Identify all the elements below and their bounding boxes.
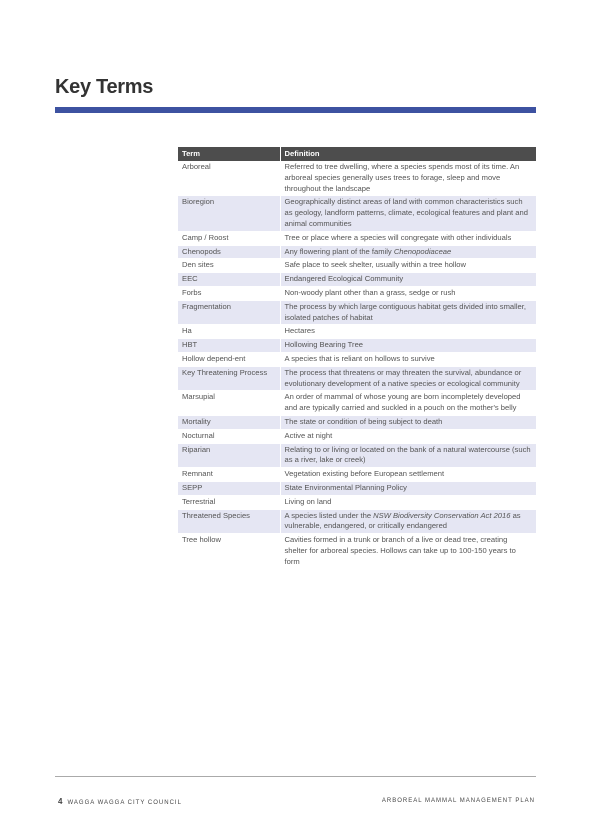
definition-cell: Safe place to seek shelter, usually within a tree hollow — [280, 259, 536, 273]
definition-cell: Non-woody plant other than a grass, sedge or rush — [280, 286, 536, 300]
table-row — [178, 286, 536, 300]
term-cell: Key Threatening Process — [178, 366, 280, 391]
table-row — [178, 429, 536, 443]
term-cell: Remnant — [178, 468, 280, 482]
key-terms-table — [178, 147, 536, 570]
definition-text: A species listed under the — [284, 510, 374, 520]
term-cell: Fragmentation — [178, 300, 280, 325]
definition-cell: Endangered Ecological Community — [280, 273, 536, 287]
table-row — [178, 196, 536, 231]
table-row — [178, 534, 536, 569]
definition-cell: The state or condition of being subject to death — [280, 415, 536, 429]
definition-cell: Cavities formed in a trunk or branch of a live or dead tree, creating shelter for arboreal species. Hollows can take up to 100-150 years to form — [280, 534, 536, 569]
definition-cell: Relating to or living or located on the bank of a natural watercourse (such as a river, lake or creek) — [280, 443, 536, 468]
definition-cell: Hectares — [280, 325, 536, 339]
table-row — [178, 325, 536, 339]
definition-cell — [280, 509, 536, 534]
term-cell: EEC — [178, 273, 280, 287]
definition-italic-text: NSW Biodiversity Conservation Act 2016 — [373, 510, 511, 520]
table-row — [178, 161, 536, 196]
definition-cell: State Environmental Planning Policy — [280, 481, 536, 495]
definition-cell: Tree or place where a species will congregate with other individuals — [280, 231, 536, 245]
definition-cell: Geographically distinct areas of land with common characteristics such as geology, landform patterns, climate, ecological features and plant and animal communities — [280, 196, 536, 231]
term-cell: Hollow depend-ent — [178, 352, 280, 366]
table-row — [178, 509, 536, 534]
definition-cell — [280, 245, 536, 259]
column-header-term: Term — [178, 147, 280, 161]
title-divider — [55, 107, 536, 113]
term-cell: HBT — [178, 339, 280, 353]
table-row — [178, 300, 536, 325]
term-cell: Chenopods — [178, 245, 280, 259]
table-row — [178, 352, 536, 366]
definition-text: as vulnerable, endangered, or critically endangered — [284, 510, 521, 531]
table-row — [178, 443, 536, 468]
table-row — [178, 391, 536, 416]
term-cell: Arboreal — [178, 161, 280, 196]
table-row — [178, 468, 536, 482]
definition-cell: Living on land — [280, 495, 536, 509]
definition-cell: Active at night — [280, 429, 536, 443]
table-row — [178, 481, 536, 495]
term-cell: Forbs — [178, 286, 280, 300]
definition-text: Any flowering plant of the family — [284, 246, 394, 256]
footer-document-title: ARBOREAL MAMMAL MANAGEMENT PLAN — [381, 798, 535, 804]
term-cell: Riparian — [178, 443, 280, 468]
column-header-definition: Definition — [280, 147, 536, 161]
table-header-row — [178, 147, 536, 161]
footer-divider — [55, 776, 536, 777]
definition-italic-text: Chenopodiaceae — [393, 246, 452, 256]
table-body — [178, 161, 536, 569]
term-cell: Bioregion — [178, 196, 280, 231]
table-row — [178, 273, 536, 287]
definition-cell: Hollowing Bearing Tree — [280, 339, 536, 353]
table-row — [178, 415, 536, 429]
table-row — [178, 245, 536, 259]
term-cell: Den sites — [178, 259, 280, 273]
term-cell: Nocturnal — [178, 429, 280, 443]
term-cell: Mortality — [178, 415, 280, 429]
definition-cell: Vegetation existing before European settlement — [280, 468, 536, 482]
table-row — [178, 495, 536, 509]
table-row — [178, 366, 536, 391]
term-cell: Camp / Roost — [178, 231, 280, 245]
definition-cell: A species that is reliant on hollows to survive — [280, 352, 536, 366]
table-row — [178, 231, 536, 245]
definition-cell: An order of mammal of whose young are born incompletely developed and are typically carried and suckled in a pouch on the mother's belly — [280, 391, 536, 416]
table-row — [178, 339, 536, 353]
definition-cell: The process that threatens or may threaten the survival, abundance or evolutionary development of a native species or ecological community — [280, 366, 536, 391]
page-number: 4 — [58, 797, 63, 806]
definition-cell: Referred to tree dwelling, where a species spends most of its time. An arboreal species generally uses trees to forage, sleep and move throughout the landscape — [280, 161, 536, 196]
term-cell: Marsupial — [178, 391, 280, 416]
page-title: Key Terms — [55, 76, 154, 98]
definition-cell: The process by which large contiguous habitat gets divided into smaller, isolated patches of habitat — [280, 300, 536, 325]
term-cell: SEPP — [178, 481, 280, 495]
term-cell: Threatened Species — [178, 509, 280, 534]
term-cell: Tree hollow — [178, 534, 280, 569]
footer-left — [58, 797, 182, 806]
table-row — [178, 259, 536, 273]
footer-organisation: WAGGA WAGGA CITY COUNCIL — [67, 800, 182, 806]
term-cell: Terrestrial — [178, 495, 280, 509]
term-cell: Ha — [178, 325, 280, 339]
